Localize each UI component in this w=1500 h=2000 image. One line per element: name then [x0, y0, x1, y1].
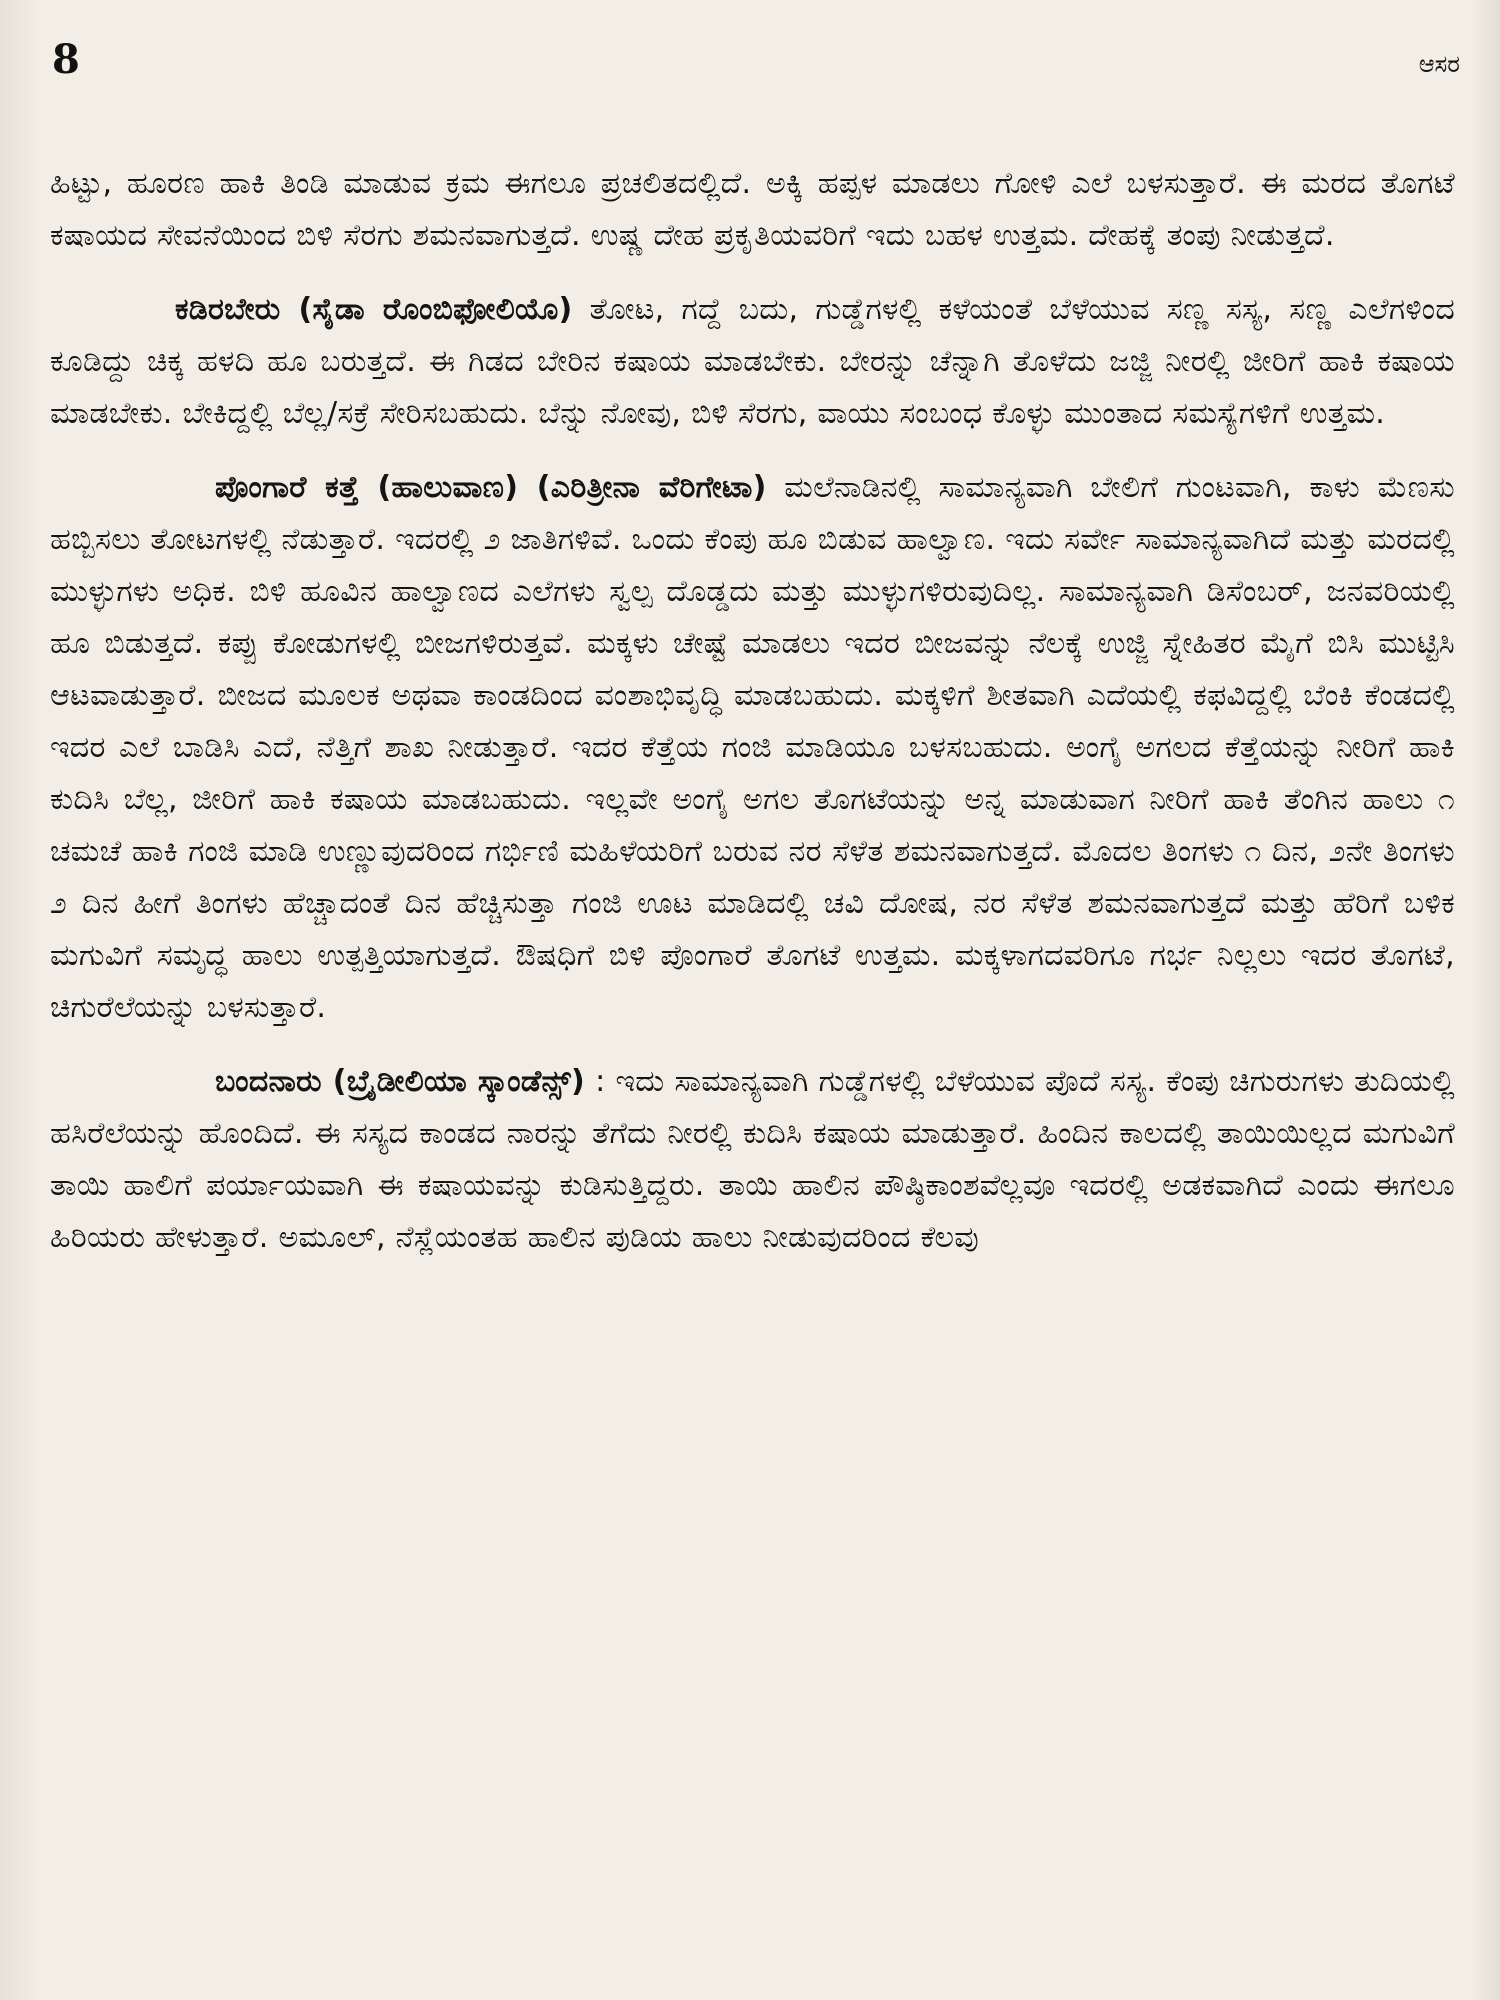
paragraph-bandanaaru	[50, 1056, 1455, 1264]
paragraph-text: ಹಿಟ್ಟು, ಹೂರಣ ಹಾಕಿ ತಿಂಡಿ ಮಾಡುವ ಕ್ರಮ ಈಗಲೂ ಪ್ರಚಲಿತದಲ್ಲಿದೆ. ಅಕ್ಕಿ ಹಪ್ಪಳ ಮಾಡಲು ಗೋಳಿ ಎಲೆ ಬಳಸುತ್ತಾರೆ. ಈ ಮರದ ತೊಗಟೆ ಕಷಾಯದ ಸೇವನೆಯಿಂದ ಬಿಳಿ ಸೆರಗು ಶಮನವಾಗುತ್ತದೆ. ಉಷ್ಣ ದೇಹ ಪ್ರಕೃತಿಯವರಿಗೆ ಇದು ಬಹಳ ಉತ್ತಮ. ದೇಹಕ್ಕೆ ತಂಪು ನೀಡುತ್ತದೆ.	[50, 166, 1455, 253]
paragraph-heading: ಕಡಿರಬೇರು (ಸೈಡಾ ರೊಂಬಿಫೋಲಿಯೊ)	[175, 292, 573, 327]
paragraph-text: ತೋಟ, ಗದ್ದೆ ಬದು, ಗುಡ್ಡೆಗಳಲ್ಲಿ ಕಳೆಯಂತೆ ಬೆಳೆಯುವ ಸಣ್ಣ ಸಸ್ಯ, ಸಣ್ಣ ಎಲೆಗಳಿಂದ ಕೂಡಿದ್ದು ಚಿಕ್ಕ ಹಳದಿ ಹೂ ಬರುತ್ತದೆ. ಈ ಗಿಡದ ಬೇರಿನ ಕಷಾಯ ಮಾಡಬೇಕು. ಬೇರನ್ನು ಚೆನ್ನಾಗಿ ತೊಳೆದು ಜಜ್ಜಿ ನೀರಲ್ಲಿ ಜೀರಿಗೆ ಹಾಕಿ ಕಷಾಯ ಮಾಡಬೇಕು. ಬೇಕಿದ್ದಲ್ಲಿ ಬೆಲ್ಲ/ಸಕ್ರೆ ಸೇರಿಸಬಹುದು. ಬೆನ್ನು ನೋವು, ಬಿಳಿ ಸೆರಗು, ವಾಯು ಸಂಬಂಧ ಕೊಳ್ಳು ಮುಂತಾದ ಸಮಸ್ಯೆಗಳಿಗೆ ಉತ್ತಮ.	[50, 292, 1456, 431]
paragraph-continuation	[50, 158, 1455, 262]
page-number: 8	[52, 36, 80, 83]
running-head: ಆಸರ	[1418, 50, 1460, 78]
paragraph-heading: ಪೊಂಗಾರೆ ಕತ್ತೆ (ಹಾಲುವಾಣ) (ಎರಿತ್ರೀನಾ ವೆರಿಗೇಟಾ)	[215, 470, 767, 505]
paragraph-pongare	[50, 462, 1455, 1034]
page-body	[50, 158, 1455, 1286]
paragraph-kadirberu	[50, 284, 1455, 440]
paragraph-text: : ಇದು ಸಾಮಾನ್ಯವಾಗಿ ಗುಡ್ಡೆಗಳಲ್ಲಿ ಬೆಳೆಯುವ ಪೊದೆ ಸಸ್ಯ. ಕೆಂಪು ಚಿಗುರುಗಳು ತುದಿಯಲ್ಲಿ ಹಸಿರೆಲೆಯನ್ನು ಹೊಂದಿದೆ. ಈ ಸಸ್ಯದ ಕಾಂಡದ ನಾರನ್ನು ತೆಗೆದು ನೀರಲ್ಲಿ ಕುದಿಸಿ ಕಷಾಯ ಮಾಡುತ್ತಾರೆ. ಹಿಂದಿನ ಕಾಲದಲ್ಲಿ ತಾಯಿಯಿಲ್ಲದ ಮಗುವಿಗೆ ತಾಯಿ ಹಾಲಿಗೆ ಪರ್ಯಾಯವಾಗಿ ಈ ಕಷಾಯವನ್ನು ಕುಡಿಸುತ್ತಿದ್ದರು. ತಾಯಿ ಹಾಲಿನ ಪೌಷ್ಠಿಕಾಂಶವೆಲ್ಲವೂ ಇದರಲ್ಲಿ ಅಡಕವಾಗಿದೆ ಎಂದು ಈಗಲೂ ಹಿರಿಯರು ಹೇಳುತ್ತಾರೆ. ಅಮೂಲ್, ನೆಸ್ಲೆಯಂತಹ ಹಾಲಿನ ಪುಡಿಯ ಹಾಲು ನೀಡುವುದರಿಂದ ಕೆಲವು	[50, 1064, 1455, 1255]
paragraph-heading: ಬಂದನಾರು (ಬ್ರೈಡೀಲಿಯಾ ಸ್ಕಾಂಡೆನ್ಸ್)	[215, 1064, 586, 1099]
paragraph-text: ಮಲೆನಾಡಿನಲ್ಲಿ ಸಾಮಾನ್ಯವಾಗಿ ಬೇಲಿಗೆ ಗುಂಟವಾಗಿ, ಕಾಳು ಮೆಣಸು ಹಬ್ಬಿಸಲು ತೋಟಗಳಲ್ಲಿ ನೆಡುತ್ತಾರೆ. ಇದರಲ್ಲಿ ೨ ಜಾತಿಗಳಿವೆ. ಒಂದು ಕೆಂಪು ಹೂ ಬಿಡುವ ಹಾಲ್ವಾಣ. ಇದು ಸರ್ವೇ ಸಾಮಾನ್ಯವಾಗಿದೆ ಮತ್ತು ಮರದಲ್ಲಿ ಮುಳ್ಳುಗಳು ಅಧಿಕ. ಬಿಳಿ ಹೂವಿನ ಹಾಲ್ವಾಣದ ಎಲೆಗಳು ಸ್ವಲ್ಪ ದೊಡ್ಡದು ಮತ್ತು ಮುಳ್ಳುಗಳಿರುವುದಿಲ್ಲ. ಸಾಮಾನ್ಯವಾಗಿ ಡಿಸೆಂಬರ್, ಜನವರಿಯಲ್ಲಿ ಹೂ ಬಿಡುತ್ತದೆ. ಕಪ್ಪು ಕೋಡುಗಳಲ್ಲಿ ಬೀಜಗಳಿರುತ್ತವೆ. ಮಕ್ಕಳು ಚೇಷ್ಟೆ ಮಾಡಲು ಇದರ ಬೀಜವನ್ನು ನೆಲಕ್ಕೆ ಉಜ್ಜಿ ಸ್ನೇಹಿತರ ಮೈಗೆ ಬಿಸಿ ಮುಟ್ಟಿಸಿ ಆಟವಾಡುತ್ತಾರೆ. ಬೀಜದ ಮೂಲಕ ಅಥವಾ ಕಾಂಡದಿಂದ ವಂಶಾಭಿವೃದ್ಧಿ ಮಾಡಬಹುದು. ಮಕ್ಕಳಿಗೆ ಶೀತವಾಗಿ ಎದೆಯಲ್ಲಿ ಕಫವಿದ್ದಲ್ಲಿ ಬೆಂಕಿ ಕೆಂಡದಲ್ಲಿ ಇದರ ಎಲೆ ಬಾಡಿಸಿ ಎದೆ, ನೆತ್ತಿಗೆ ಶಾಖ ನೀಡುತ್ತಾರೆ. ಇದರ ಕೆತ್ತೆಯ ಗಂಜಿ ಮಾಡಿಯೂ ಬಳಸಬಹುದು. ಅಂಗೈ ಅಗಲದ ಕೆತ್ತೆಯನ್ನು ನೀರಿಗೆ ಹಾಕಿ ಕುದಿಸಿ ಬೆಲ್ಲ, ಜೀರಿಗೆ ಹಾಕಿ ಕಷಾಯ ಮಾಡಬಹುದು. ಇಲ್ಲವೇ ಅಂಗೈ ಅಗಲ ತೊಗಟೆಯನ್ನು ಅನ್ನ ಮಾಡುವಾಗ ನೀರಿಗೆ ಹಾಕಿ ತೆಂಗಿನ ಹಾಲು ೧ ಚಮಚೆ ಹಾಕಿ ಗಂಜಿ ಮಾಡಿ ಉಣ್ಣುವುದರಿಂದ ಗರ್ಭಿಣಿ ಮಹಿಳೆಯರಿಗೆ ಬರುವ ನರ ಸೆಳೆತ ಶಮನವಾಗುತ್ತದೆ. ಮೊದಲ ತಿಂಗಳು ೧ ದಿನ, ೨ನೇ ತಿಂಗಳು ೨ ದಿನ ಹೀಗೆ ತಿಂಗಳು ಹೆಚ್ಚಾದಂತೆ ದಿನ ಹೆಚ್ಚಿಸುತ್ತಾ ಗಂಜಿ ಊಟ ಮಾಡಿದಲ್ಲಿ ಚವಿ ದೋಷ, ನರ ಸೆಳೆತ ಶಮನವಾಗುತ್ತದೆ ಮತ್ತು ಹೆರಿಗೆ ಬಳಿಕ ಮಗುವಿಗೆ ಸಮೃದ್ಧ ಹಾಲು ಉತ್ಪತ್ತಿಯಾಗುತ್ತದೆ. ಔಷಧಿಗೆ ಬಿಳಿ ಪೊಂಗಾರೆ ತೊಗಟೆ ಉತ್ತಮ. ಮಕ್ಕಳಾಗದವರಿಗೂ ಗರ್ಭ ನಿಲ್ಲಲು ಇದರ ತೊಗಟೆ, ಚಿಗುರೆಲೆಯನ್ನು ಬಳಸುತ್ತಾರೆ.	[50, 470, 1455, 1025]
